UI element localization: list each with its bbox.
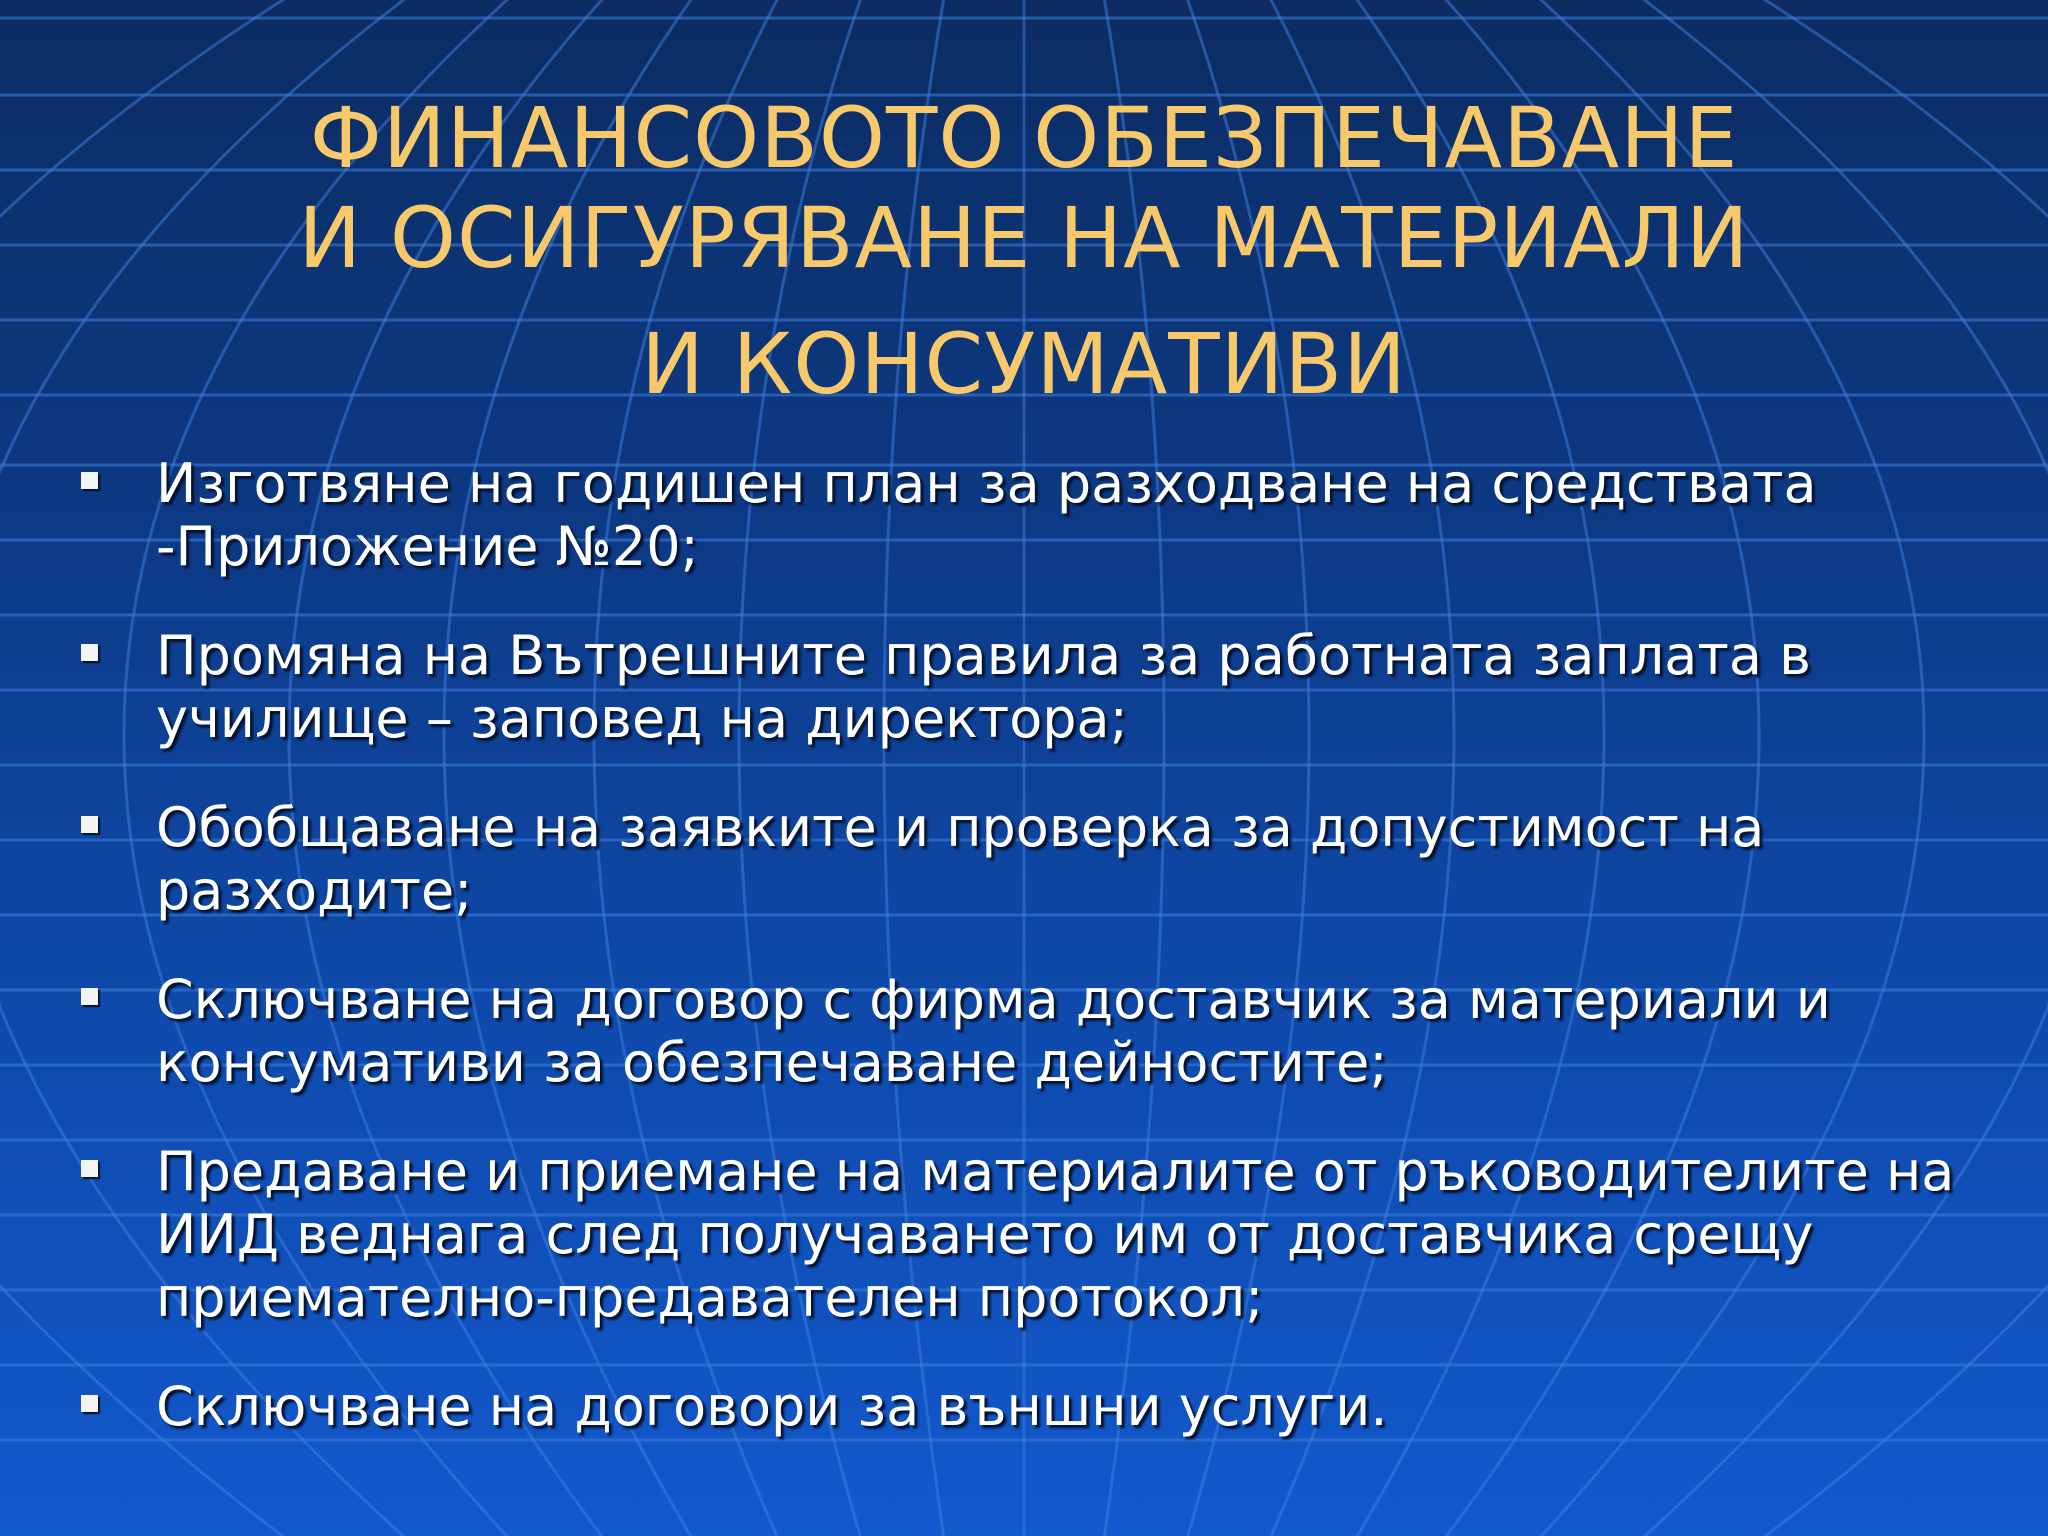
slide-title-line-1: ФИНАНСОВОТО ОБЕЗПЕЧАВАНЕ — [309, 89, 1739, 187]
bullet-item-supplier-contract — [78, 968, 2018, 1094]
square-bullet-icon — [81, 1160, 98, 1177]
square-bullet-icon — [81, 472, 98, 489]
slide-title-line-2: И ОСИГУРЯВАНЕ НА МАТЕРИАЛИ — [298, 189, 1750, 287]
bullet-item-salary-rules — [78, 624, 2018, 750]
bullet-line: Обобщаване на заявките и проверка за допустимост на — [156, 796, 1765, 859]
bullet-item-annual-plan — [78, 452, 2018, 578]
bullet-item-requests-check — [78, 796, 2018, 922]
bullet-line: -Приложение №20; — [156, 515, 699, 578]
square-bullet-icon — [81, 644, 98, 661]
bullet-line: Сключване на договор с фирма доставчик за материали и — [156, 968, 1831, 1031]
bullet-line: Сключване на договори за външни услуги. — [156, 1375, 1388, 1438]
bullet-line: консумативи за обезпечаване дейностите; — [156, 1031, 1388, 1094]
bullet-item-external-services — [78, 1375, 2018, 1438]
slide-title — [0, 88, 2048, 414]
bullet-line: разходите; — [156, 859, 473, 922]
slide-title-line-3: И КОНСУМАТИВИ — [641, 315, 1407, 413]
bullet-line: училище – заповед на директора; — [156, 687, 1128, 750]
bullet-list — [78, 452, 2018, 1484]
square-bullet-icon — [81, 988, 98, 1005]
bullet-line: Изготвяне на годишен план за разходване на средствата — [156, 452, 1817, 515]
bullet-line: Предаване и приемане на материалите от ръководителите на — [156, 1140, 1955, 1203]
bullet-line: приемателно-предавателен протокол; — [156, 1266, 1264, 1329]
bullet-line: Промяна на Вътрешните правила за работната заплата в — [156, 624, 1811, 687]
square-bullet-icon — [81, 816, 98, 833]
bullet-line: ИИД веднага след получаването им от доставчика срещу — [156, 1203, 1814, 1266]
bullet-item-materials-handover — [78, 1140, 2018, 1329]
square-bullet-icon — [81, 1395, 98, 1412]
